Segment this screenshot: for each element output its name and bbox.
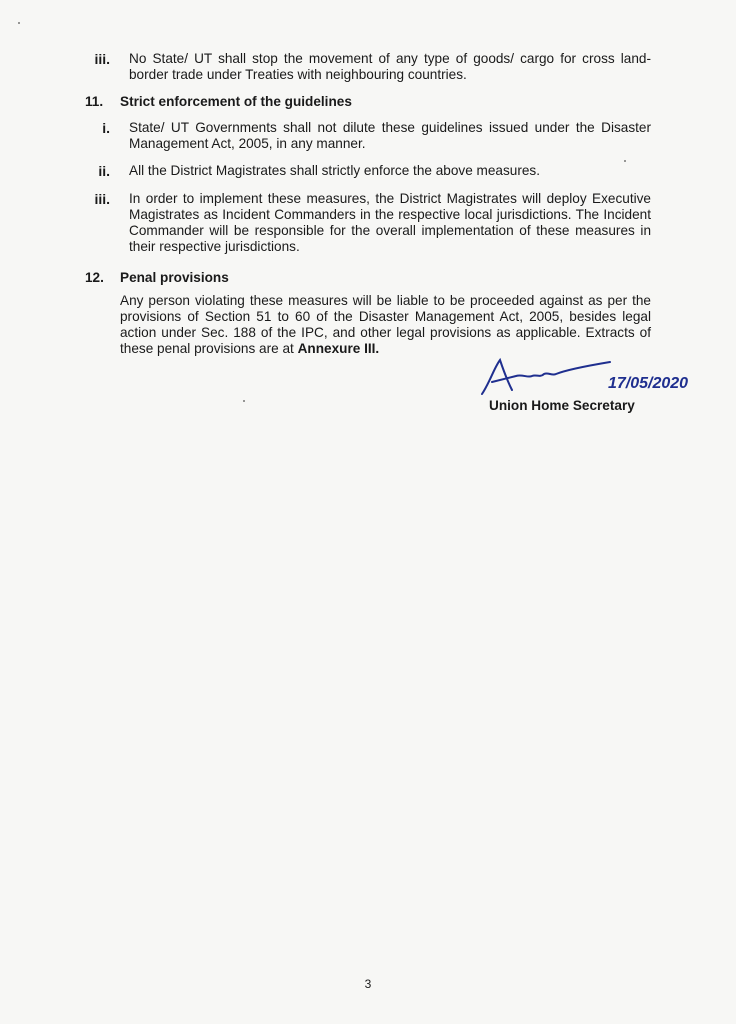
item-text: All the District Magistrates shall strictly enforce the above measures. bbox=[129, 163, 540, 178]
scan-speck bbox=[624, 160, 626, 162]
item-numeral: iii. bbox=[94, 51, 110, 67]
signature-date: 17/05/2020 bbox=[608, 375, 689, 392]
scan-speck bbox=[18, 22, 20, 24]
section-heading: Strict enforcement of the guidelines bbox=[120, 94, 352, 109]
item-text: No State/ UT shall stop the movement of any type of goods/ cargo for cross land-border trade under Treaties with neighbouring countries. bbox=[129, 51, 651, 82]
item-numeral: i. bbox=[102, 120, 110, 136]
item-numeral: ii. bbox=[98, 163, 110, 179]
item-text: In order to implement these measures, the District Magistrates will deploy Executive Magistrates as Incident Commanders in the respective local jurisdictions. The Incident Commander will be responsible for the overall implementation of these measures in their respective jurisdictions. bbox=[129, 191, 651, 254]
penal-paragraph bbox=[120, 293, 651, 357]
designation: Union Home Secretary bbox=[489, 398, 635, 413]
penal-text: Any person violating these measures will be liable to be proceeded against as per the provisions of Section 51 to 60 of the Disaster Management Act, 2005, besides legal action under Sec. 188 of the IPC, and other legal provisions as applicable. Extracts of these penal provisions are at bbox=[120, 293, 651, 356]
item-text: State/ UT Governments shall not dilute these guidelines issued under the Disaster Management Act, 2005, in any manner. bbox=[129, 120, 651, 151]
section-heading: Penal provisions bbox=[120, 270, 229, 285]
page-number: 3 bbox=[364, 977, 372, 991]
signature bbox=[478, 352, 708, 402]
item-numeral: iii. bbox=[94, 191, 110, 207]
scan-speck bbox=[243, 400, 245, 402]
section-number: 11. bbox=[85, 94, 104, 109]
annexure-reference: Annexure III. bbox=[297, 341, 380, 356]
section-number: 12. bbox=[85, 270, 104, 285]
